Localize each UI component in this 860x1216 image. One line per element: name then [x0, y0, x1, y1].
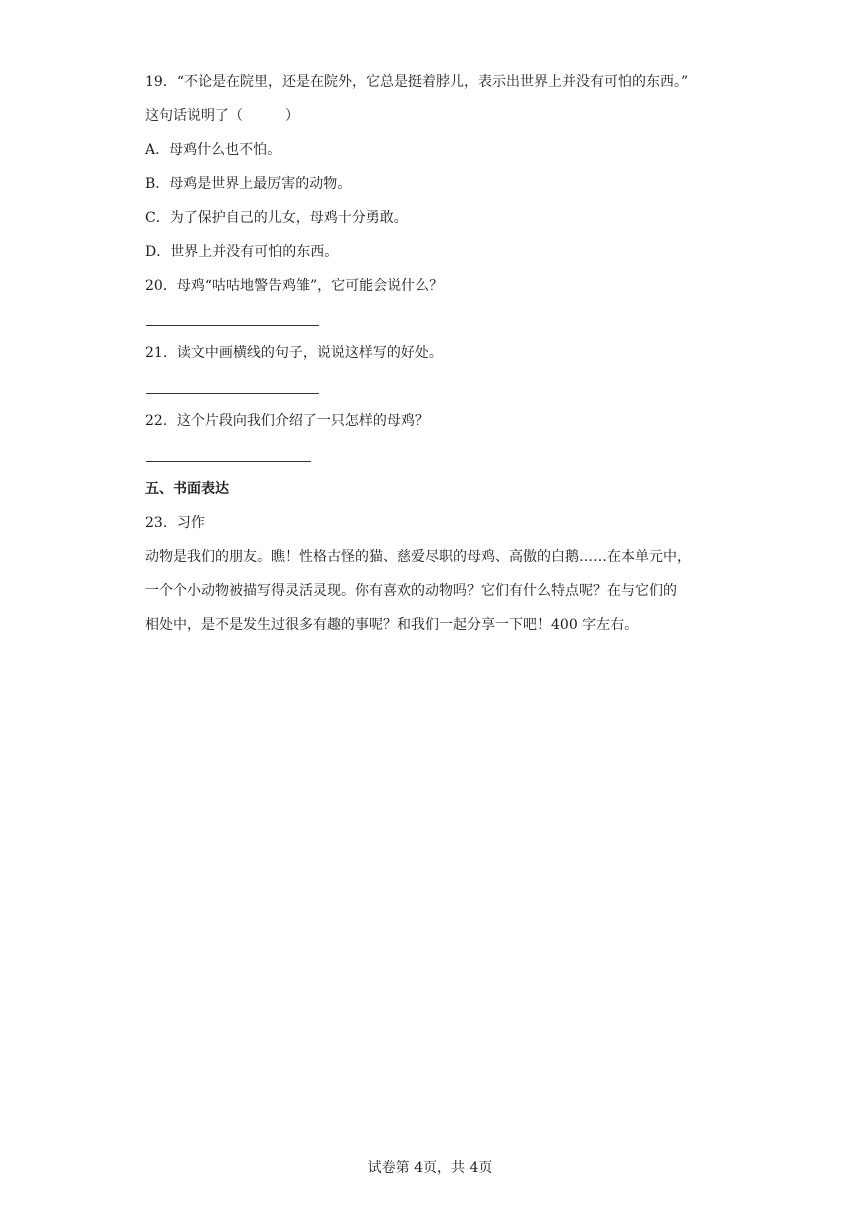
q23-stem: 23．习作 [145, 515, 205, 531]
q19-option-a: A．母鸡什么也不怕。 [145, 142, 282, 158]
q19-stem-line2: 这句话说明了（ ） [145, 108, 299, 124]
q19-option-d: D．世界上并没有可怕的东西。 [145, 244, 339, 260]
q22-stem: 22．这个片段向我们介绍了一只怎样的母鸡？ [145, 413, 429, 429]
q21-stem: 21．读文中画横线的句子，说说这样写的好处。 [145, 345, 443, 361]
page-number-footer: 试卷第 4页，共 4页 [367, 1160, 493, 1176]
q23-prompt-line3: 相处中，是不是发生过很多有趣的事呢？和我们一起分享一下吧！400 字左右。 [145, 617, 639, 633]
q19-option-c: C．为了保护自己的儿女，母鸡十分勇敢。 [145, 210, 408, 226]
q19-stem-line1: 19．“不论是在院里，还是在院外，它总是挺着脖儿，表示出世界上并没有可怕的东西。” [145, 74, 689, 90]
q21-answer-line[interactable] [146, 393, 319, 394]
q20-answer-line[interactable] [146, 325, 319, 326]
section-5-title: 五、书面表达 [145, 481, 229, 497]
q22-answer-line[interactable] [146, 461, 311, 462]
q20-stem: 20．母鸡“咕咕地警告鸡雏”，它可能会说什么？ [145, 278, 444, 294]
q23-prompt-line2: 一个个小动物被描写得灵活灵现。你有喜欢的动物吗？它们有什么特点呢？在与它们的 [145, 583, 677, 599]
q19-option-b: B．母鸡是世界上最厉害的动物。 [145, 176, 352, 192]
q23-prompt-line1: 动物是我们的朋友。瞧！性格古怪的猫、慈爱尽职的母鸡、高傲的白鹅……在本单元中， [145, 549, 691, 565]
